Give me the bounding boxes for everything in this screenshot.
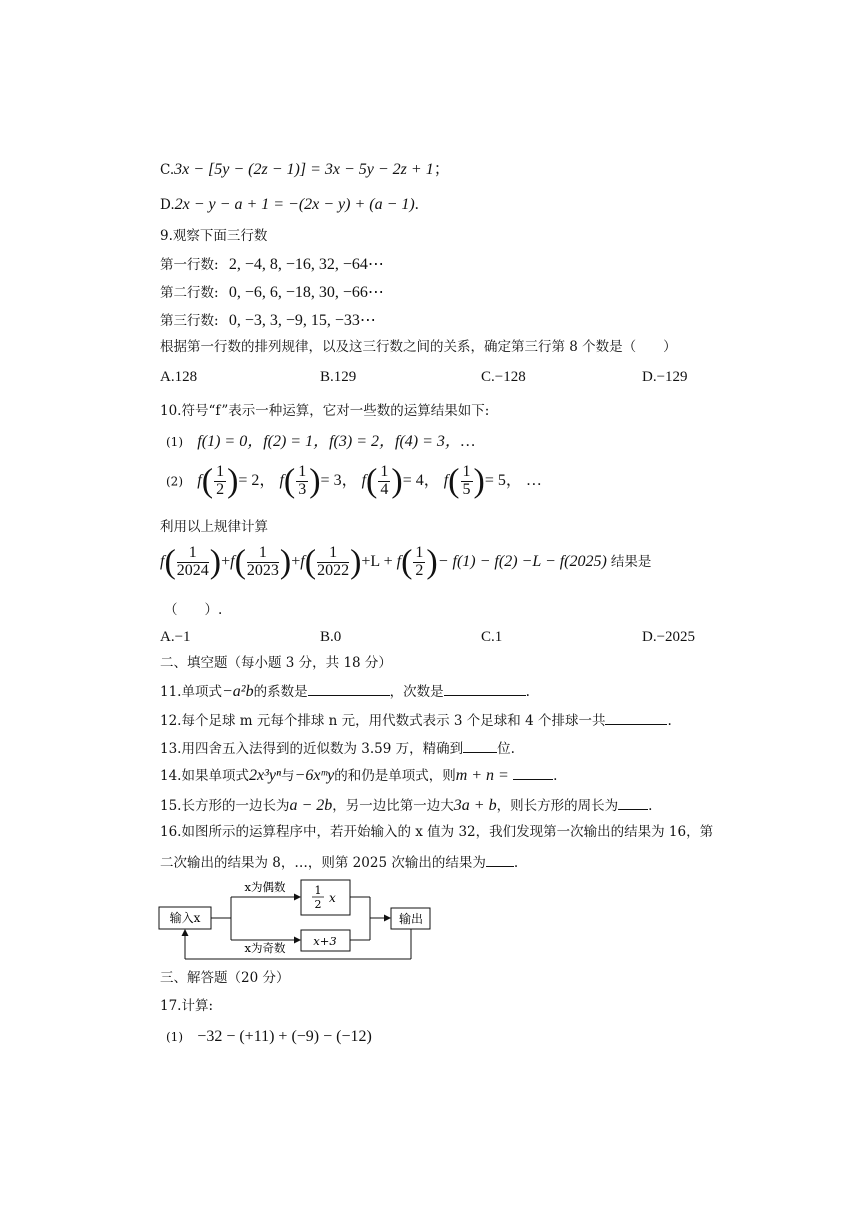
q15-expr-2: 3a + b xyxy=(453,797,497,814)
q8-option-c xyxy=(160,162,450,178)
q9-row-1-label: 第一行数: xyxy=(160,257,219,273)
q14-text-b: 与 xyxy=(281,768,295,784)
q11-text-c: ，次数是 xyxy=(389,684,444,700)
q9-row-2-label: 第二行数: xyxy=(160,285,219,301)
q9-row-1-values: 2, −4, 8, −16, 32, −64⋯ xyxy=(228,256,384,273)
q10-rule-1-label: (1) xyxy=(166,435,183,449)
q8-option-d xyxy=(160,197,419,213)
q10-rule-2-val-2: = 3， xyxy=(320,471,358,489)
q10-calc-mid: +L + xyxy=(361,552,393,570)
q10-rule-2-val-4: = 5， xyxy=(484,471,522,489)
q8-d-end: . xyxy=(414,196,419,213)
q10-option-c: C.1 xyxy=(481,629,503,645)
q9-option-a: A.128 xyxy=(160,369,198,385)
q9-question: 根据第一行数的排列规律，以及这三行数之间的关系，确定第三行第 8 个数是（ ） xyxy=(160,339,677,355)
q9-row-2-values: 0, −6, 6, −18, 30, −66⋯ xyxy=(228,284,384,301)
q9-option-b: B.129 xyxy=(320,369,357,385)
q14-text-c: 的和仍是单项式，则 xyxy=(334,768,456,784)
q15 xyxy=(160,797,652,814)
q16-line-1: 16.如图所示的运算程序中，若开始输入的 x 值为 32，我们发现第一次输出的结果为 16，第 xyxy=(160,824,714,840)
q12-text: 12.每个足球 m 元每个排球 n 元，用代数式表示 3 个足球和 4 个排球一共 xyxy=(160,713,606,729)
q10-option-a: A.−1 xyxy=(160,629,191,645)
q10-rule-2-den-2: 3 xyxy=(298,480,307,498)
q8-c-end: ； xyxy=(433,161,450,178)
q16-end: . xyxy=(513,855,519,871)
q10-rule-2-val-3: = 4， xyxy=(402,471,440,489)
q11-text-a: 11.单项式 xyxy=(160,684,222,700)
q10-calc-half-den: 2 xyxy=(415,561,424,579)
q14-blank[interactable] xyxy=(513,767,553,780)
q13-blank[interactable] xyxy=(463,740,497,753)
q10-paren: （ ）. xyxy=(164,602,223,618)
flow-input-label: 输入x xyxy=(169,911,201,925)
q10-calc-suffix: 结果是 xyxy=(610,553,652,570)
flow-odd-label: x为奇数 xyxy=(244,941,286,955)
flow-half-num: 1 xyxy=(314,884,322,897)
q15-blank[interactable] xyxy=(618,797,648,810)
q12-blank[interactable] xyxy=(605,712,667,725)
q14-text-a: 14.如果单项式 xyxy=(160,768,249,784)
flow-plus3-label: x+3 xyxy=(313,934,337,948)
q9-row-3 xyxy=(160,313,376,329)
q10-calc-den-1: 2024 xyxy=(176,561,209,579)
q16-blank[interactable] xyxy=(486,854,514,867)
q10-rule-2: (2) f( $\frac{1}{2}$ )= 2， f( $\frac{1}{3}$ )= 3， f( $\frac{1}{4}$ )= 4， f( $\frac{1}{5}$ )= 5， … xyxy=(166,462,542,500)
q14-monomial-1: 2x³yⁿ xyxy=(248,767,282,784)
q10-calc-half-num: 1 xyxy=(415,544,424,561)
q10-option-b: B.0 xyxy=(320,629,342,645)
q14 xyxy=(160,767,557,784)
q10-calc-den-3: 2022 xyxy=(317,561,350,579)
q17-part-1-label: (1) xyxy=(166,1030,183,1044)
q15-text-b: ，另一边比第一边大 xyxy=(332,798,454,814)
q14-monomial-2: −6xᵐy xyxy=(294,767,335,784)
q9-row-2 xyxy=(160,285,384,301)
q10-stem: 10.符号“f”表示一种运算，它对一些数的运算结果如下: xyxy=(160,403,490,419)
q9-stem: 9.观察下面三行数 xyxy=(160,228,268,244)
q15-end: . xyxy=(648,798,653,814)
q13-end: 位. xyxy=(497,741,515,757)
q13 xyxy=(160,740,515,757)
q9-row-1 xyxy=(160,257,384,273)
q14-end: . xyxy=(553,768,558,784)
q13-text: 13.用四舍五入法得到的近似数为 3.59 万，精确到 xyxy=(160,741,464,757)
section-3-heading: 三、解答题（20 分） xyxy=(160,970,290,986)
q16-line-2 xyxy=(160,854,518,871)
q11-blank-1[interactable] xyxy=(308,683,390,696)
q10-calc-den-2: 2023 xyxy=(246,561,279,579)
flow-half-den: 2 xyxy=(314,898,322,911)
q10-calc-label: 利用以上规律计算 xyxy=(160,519,268,535)
q10-rule-2-val-1: = 2， xyxy=(238,471,276,489)
q17-part-1-expr: −32 − (+11) + (−9) − (−12) xyxy=(197,1028,372,1045)
q17-part-1 xyxy=(166,1029,372,1045)
flow-half-box xyxy=(301,880,350,915)
q11-blank-2[interactable] xyxy=(444,683,526,696)
q16-text: 二次输出的结果为 8，…，则第 2025 次输出的结果为 xyxy=(160,855,486,871)
q15-expr-1: a − 2b xyxy=(289,797,333,814)
q9-option-d: D.−129 xyxy=(642,369,688,385)
q10-rule-2-tail: … xyxy=(525,471,542,489)
q9-row-3-label: 第三行数: xyxy=(160,313,219,329)
q10-rule-2-den-3: 4 xyxy=(380,480,389,498)
q14-expr: m + n = xyxy=(455,767,509,784)
q10-rule-2-den-1: 2 xyxy=(216,480,225,498)
flow-even-label: x为偶数 xyxy=(244,880,286,894)
q8-d-label: D. xyxy=(160,197,175,213)
q8-d-expr: 2x − y − a + 1 = −(2x − y) + (a − 1) xyxy=(174,196,415,213)
q10-rule-1-expr: f(1) = 0，f(2) = 1，f(3) = 2，f(4) = 3，… xyxy=(197,433,476,450)
q17-label: 17.计算: xyxy=(160,998,214,1014)
q9-option-c: C.−128 xyxy=(481,369,526,385)
q8-c-rhs: = 3x − 5y − 2z + 1 xyxy=(310,161,434,178)
q11-text-b: 的系数是 xyxy=(253,684,308,700)
q10-calc-tail: − f(1) − f(2) −L − f(2025) xyxy=(437,552,607,570)
q8-c-lhs: 3x − [5y − (2z − 1)] xyxy=(174,161,307,178)
flowchart xyxy=(155,872,445,964)
q15-text-a: 15.长方形的一边长为 xyxy=(160,798,290,814)
q10-rule-2-label: (2) xyxy=(166,474,183,489)
q11-expr: −a²b xyxy=(221,683,254,700)
q10-option-d: D.−2025 xyxy=(642,629,696,645)
q11-end: . xyxy=(525,684,530,700)
q15-text-c: ，则长方形的周长为 xyxy=(496,798,619,814)
q8-c-label: C. xyxy=(160,162,175,178)
q10-rule-2-den-4: 5 xyxy=(462,480,471,498)
q10-calc-expr: f( $\frac{1}{2024}$ )+f( $\frac{1}{2023}$ )+f( $\frac{1}{2022}$ )+L + f( $\frac{1}{2}$ )− f(1) − f(2) −L − f(2025) 结果是 xyxy=(160,543,652,581)
flow-output-label: 输出 xyxy=(398,912,424,926)
flow-half-var: x xyxy=(329,891,336,905)
q10-rule-1 xyxy=(166,434,475,450)
q12-end: . xyxy=(667,713,672,729)
section-2-heading: 二、填空题（每小题 3 分，共 18 分） xyxy=(160,655,392,671)
q11 xyxy=(160,683,530,700)
q12 xyxy=(160,712,672,729)
q9-row-3-values: 0, −3, 3, −9, 15, −33⋯ xyxy=(228,312,376,329)
